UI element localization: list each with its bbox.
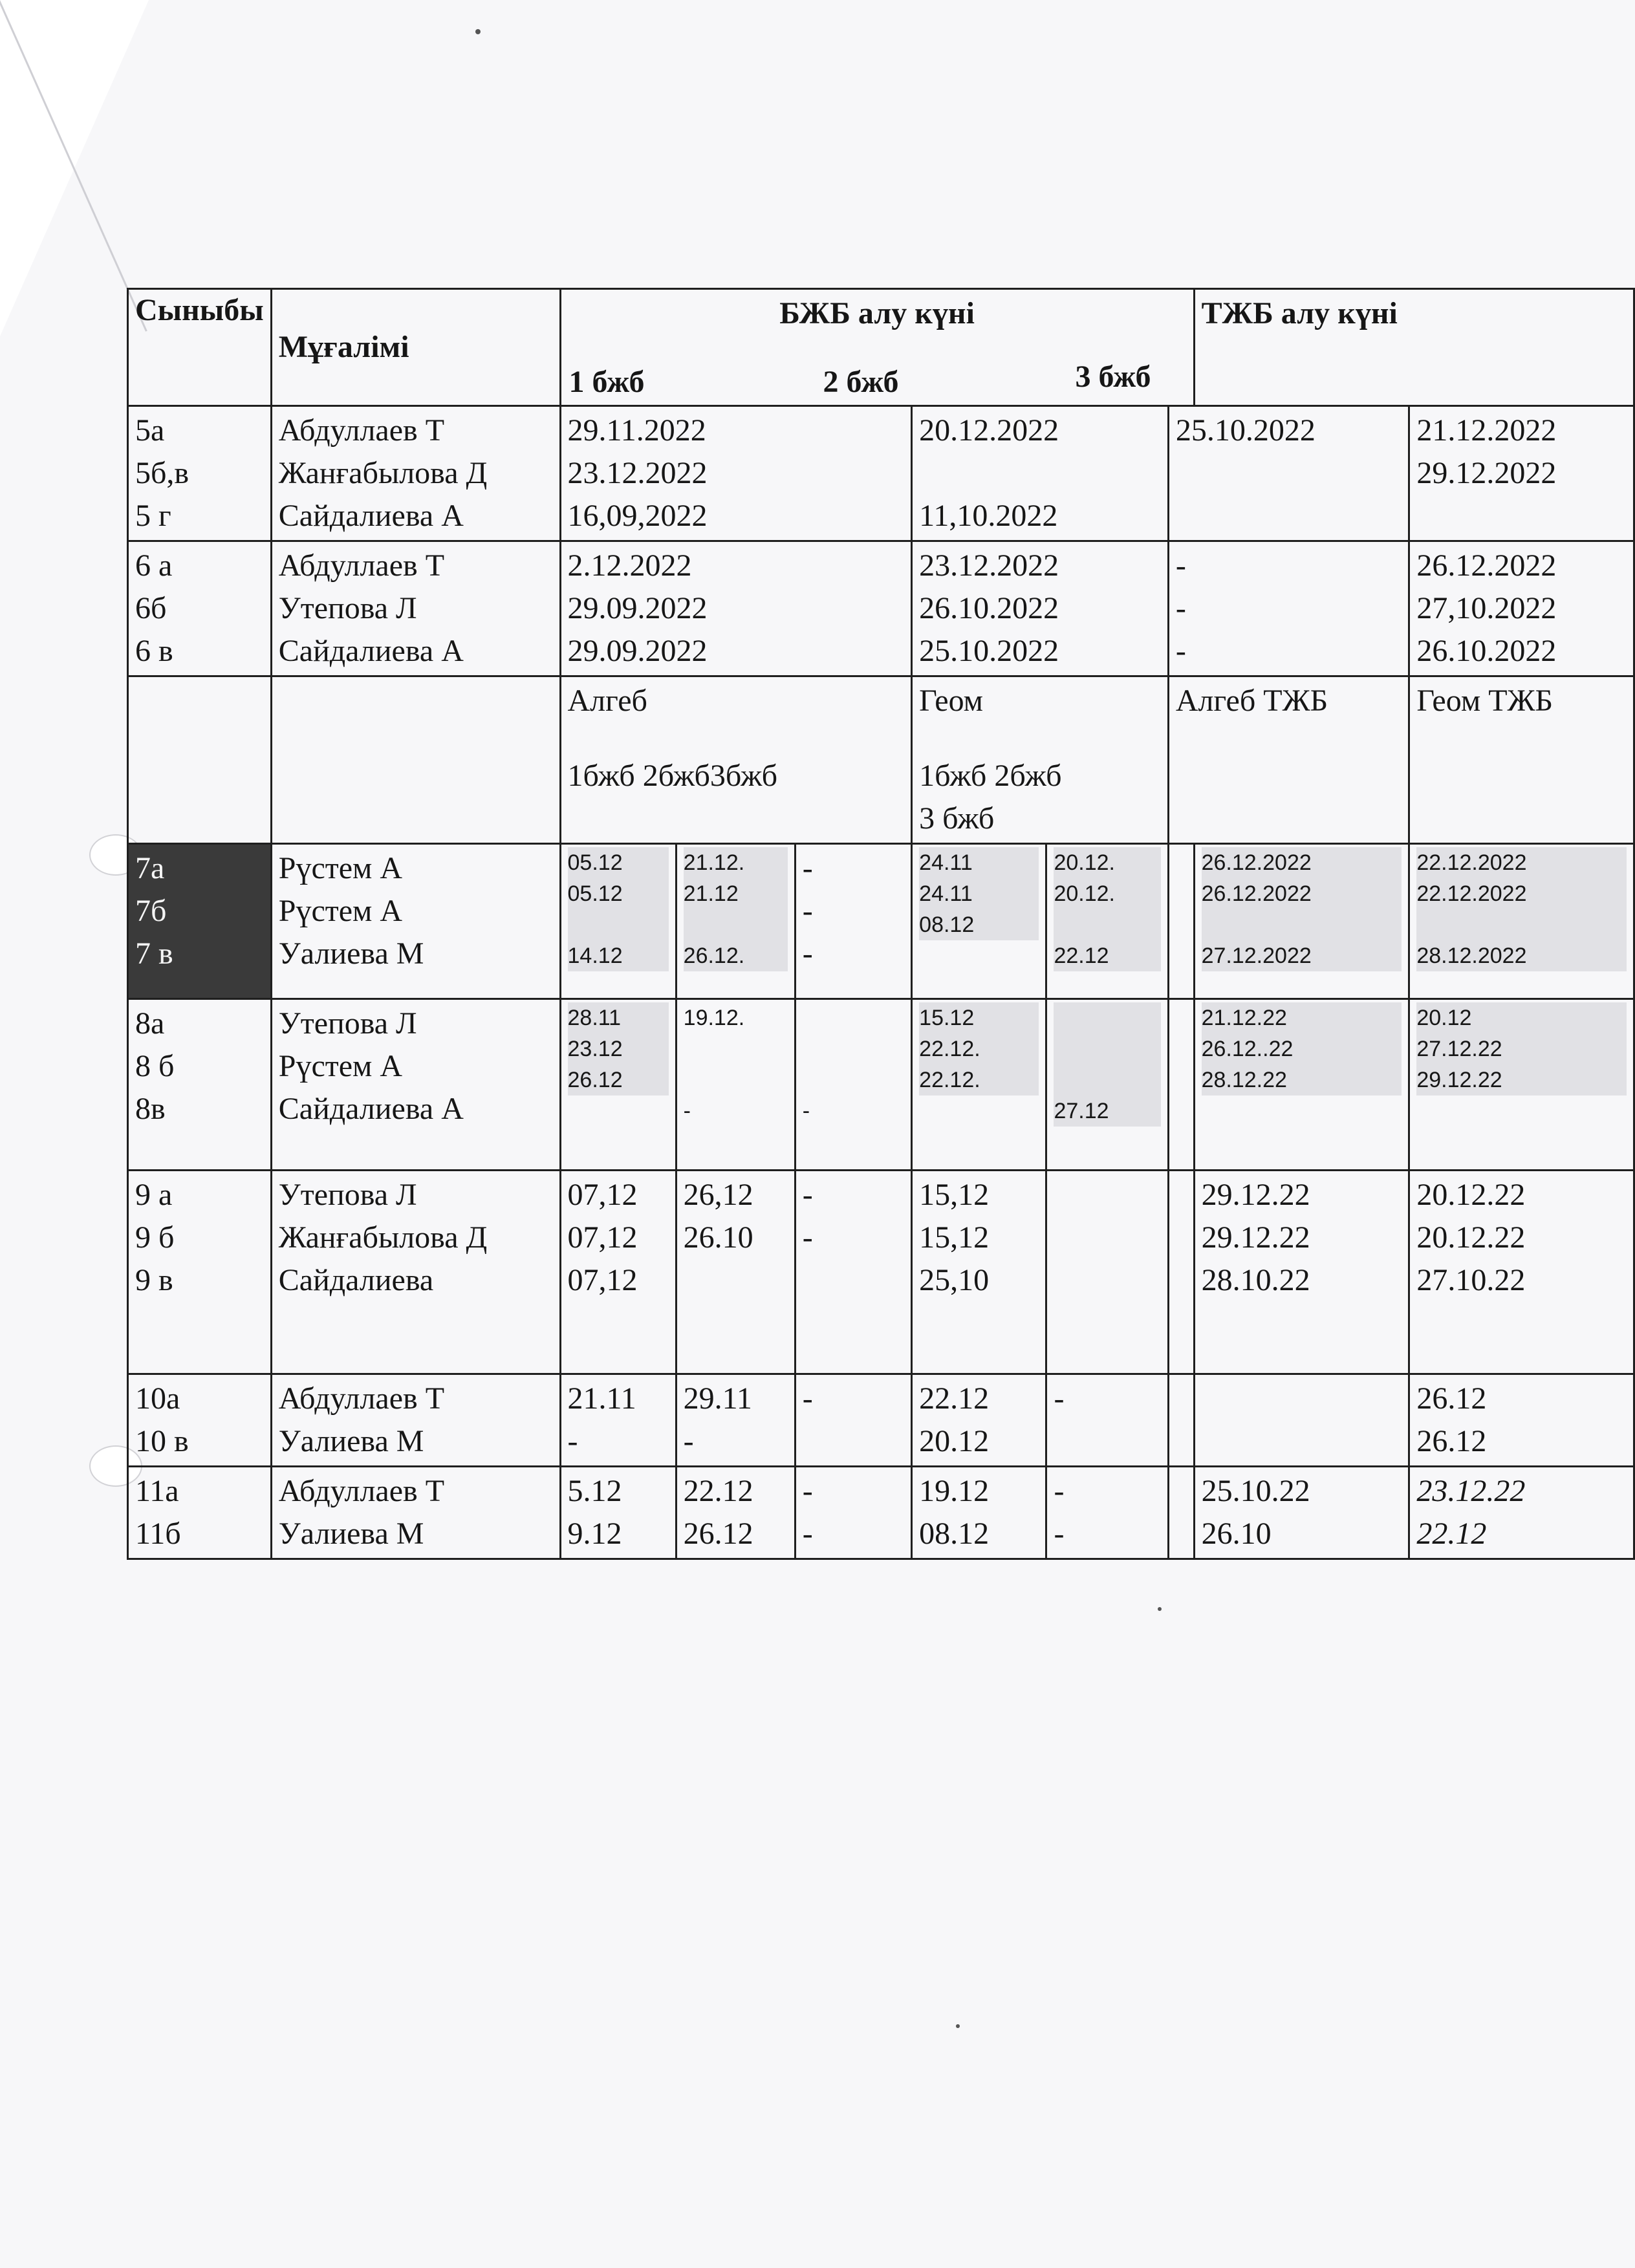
- bjb-title: БЖБ алу күні: [779, 296, 975, 330]
- teachers-cell: Абдуллаев Т Уалиева М: [271, 1467, 560, 1559]
- teachers-cell: Утепова Л Жанғабылова Д Сайдалиева: [271, 1171, 560, 1374]
- gap-cell: [1168, 1171, 1194, 1374]
- geom-bjb1-cell: 15,12 15,12 25,10: [912, 1171, 1046, 1374]
- empty-cell: [128, 676, 272, 844]
- teachers-cell: Рүстем А Рүстем А Уалиева М: [271, 844, 560, 999]
- classes-cell: 8а 8 б 8в: [128, 999, 272, 1171]
- teachers-cell: Абдуллаев Т Уалиева М: [271, 1374, 560, 1467]
- scan-speck: [1158, 1607, 1162, 1611]
- algeb-bjb3-cell: - -: [795, 1171, 911, 1374]
- algeb-bjb3-cell: - -: [795, 1467, 911, 1559]
- algeb-tjb-cell: 29.12.22 29.12.22 28.10.22: [1194, 1171, 1409, 1374]
- table-row: [128, 1374, 1634, 1467]
- classes-cell: 7а 7б 7 в: [128, 844, 272, 999]
- geom-bjb2-cell: [1046, 1171, 1168, 1374]
- table-row: [128, 1171, 1634, 1374]
- tjb-header: ТЖБ алу күні: [1194, 289, 1634, 406]
- table-row: [128, 999, 1634, 1171]
- geom-bjb2-cell: 27.12: [1046, 999, 1168, 1171]
- geom-bjb2-cell: -: [1046, 1374, 1168, 1467]
- geom-bjb1-cell: 15.12 22.12. 22.12.: [912, 999, 1046, 1171]
- algeb-bjb1-cell: 5.12 9.12: [560, 1467, 676, 1559]
- algeb-bjb1-cell: 28.11 23.12 26.12: [560, 999, 676, 1171]
- geom-tjb-cell: 20.12.22 20.12.22 27.10.22: [1409, 1171, 1634, 1374]
- algeb-bjb2-cell: 22.12 26.12: [676, 1467, 795, 1559]
- algeb-tjb-cell: [1194, 1374, 1409, 1467]
- algeb-tjb-subheader: Алгеб ТЖБ: [1168, 676, 1409, 844]
- classes-cell: 5а 5б,в 5 г: [128, 406, 272, 541]
- classes-cell: 10а 10 в: [128, 1374, 272, 1467]
- algeb-bjb3-cell: -: [795, 1374, 911, 1467]
- classes-cell: 11а 11б: [128, 1467, 272, 1559]
- algeb-tjb-cell: 21.12.22 26.12..22 28.12.22: [1194, 999, 1409, 1171]
- teacher-col-header: Мұғалімі: [271, 289, 560, 406]
- teachers-cell: Абдуллаев Т Жанғабылова Д Сайдалиева А: [271, 406, 560, 541]
- tjb-cell: 21.12.2022 29.12.2022: [1409, 406, 1634, 541]
- algeb-bjb3-cell: - - -: [795, 844, 911, 999]
- subject-subheader-row: [128, 676, 1634, 844]
- geom-tjb-cell: 22.12.2022 22.12.2022 28.12.2022: [1409, 844, 1634, 999]
- geom-bjb2-cell: 20.12. 20.12. 22.12: [1046, 844, 1168, 999]
- teachers-cell: Утепова Л Рүстем А Сайдалиева А: [271, 999, 560, 1171]
- algeb-bjb3-cell: -: [795, 999, 911, 1171]
- geom-bjb1-cell: 22.12 20.12: [912, 1374, 1046, 1467]
- teachers-cell: Абдуллаев Т Утепова Л Сайдалиева А: [271, 541, 560, 676]
- geom-tjb-cell: 23.12.22 22.12: [1409, 1467, 1634, 1559]
- algeb-tjb-cell: 26.12.2022 26.12.2022 27.12.2022: [1194, 844, 1409, 999]
- algeb-subheader: Алгеб 1бжб 2бжб3бжб: [560, 676, 912, 844]
- geom-tjb-cell: 26.12 26.12: [1409, 1374, 1634, 1467]
- table-row: [128, 541, 1634, 676]
- bjb2-label: 2 бжб: [823, 365, 899, 399]
- algeb-bjb2-cell: 26,12 26.10: [676, 1171, 795, 1374]
- bjb-header: [560, 289, 1194, 406]
- geom-bjb1-cell: 19.12 08.12: [912, 1467, 1046, 1559]
- assessment-schedule-table: [127, 288, 1635, 1560]
- algeb-bjb2-cell: 19.12. -: [676, 999, 795, 1171]
- gap-cell: [1168, 1374, 1194, 1467]
- classes-cell: 9 а 9 б 9 в: [128, 1171, 272, 1374]
- geom-tjb-subheader: Геом ТЖБ: [1409, 676, 1634, 844]
- geom-bjb1-cell: 24.11 24.11 08.12: [912, 844, 1046, 999]
- algeb-bjb2-cell: 21.12. 21.12 26.12.: [676, 844, 795, 999]
- algeb-bjb2-cell: 29.11 -: [676, 1374, 795, 1467]
- algeb-bjb1-cell: 05.12 05.12 14.12: [560, 844, 676, 999]
- table-row: [128, 1467, 1634, 1559]
- gap-cell: [1168, 999, 1194, 1171]
- algeb-bjb1-cell: 07,12 07,12 07,12: [560, 1171, 676, 1374]
- bjb3-cell: 25.10.2022: [1168, 406, 1409, 541]
- algeb-bjb1-cell: 21.11 -: [560, 1374, 676, 1467]
- empty-cell: [271, 676, 560, 844]
- bjb2-cell: 23.12.2022 26.10.2022 25.10.2022: [912, 541, 1169, 676]
- geom-subheader: Геом 1бжб 2бжб 3 бжб: [912, 676, 1169, 844]
- scan-speck: [475, 29, 481, 34]
- bjb3-label: 3 бжб: [1075, 360, 1151, 394]
- class-col-header: Сыныбы: [128, 289, 272, 406]
- classes-cell: 6 а 6б 6 в: [128, 541, 272, 676]
- bjb1-cell: 2.12.2022 29.09.2022 29.09.2022: [560, 541, 912, 676]
- bjb3-cell: - - -: [1168, 541, 1409, 676]
- tjb-cell: 26.12.2022 27,10.2022 26.10.2022: [1409, 541, 1634, 676]
- bjb1-label: 1 бжб: [568, 365, 645, 399]
- table-row: [128, 844, 1634, 999]
- bjb1-cell: 29.11.2022 23.12.2022 16,09,2022: [560, 406, 912, 541]
- bjb2-cell: 20.12.2022 11,10.2022: [912, 406, 1169, 541]
- gap-cell: [1168, 1467, 1194, 1559]
- scan-speck: [956, 2024, 960, 2028]
- gap-cell: [1168, 844, 1194, 999]
- geom-bjb2-cell: - -: [1046, 1467, 1168, 1559]
- table-row: [128, 406, 1634, 541]
- algeb-tjb-cell: 25.10.22 26.10: [1194, 1467, 1409, 1559]
- geom-tjb-cell: 20.12 27.12.22 29.12.22: [1409, 999, 1634, 1171]
- header-row: [128, 289, 1634, 406]
